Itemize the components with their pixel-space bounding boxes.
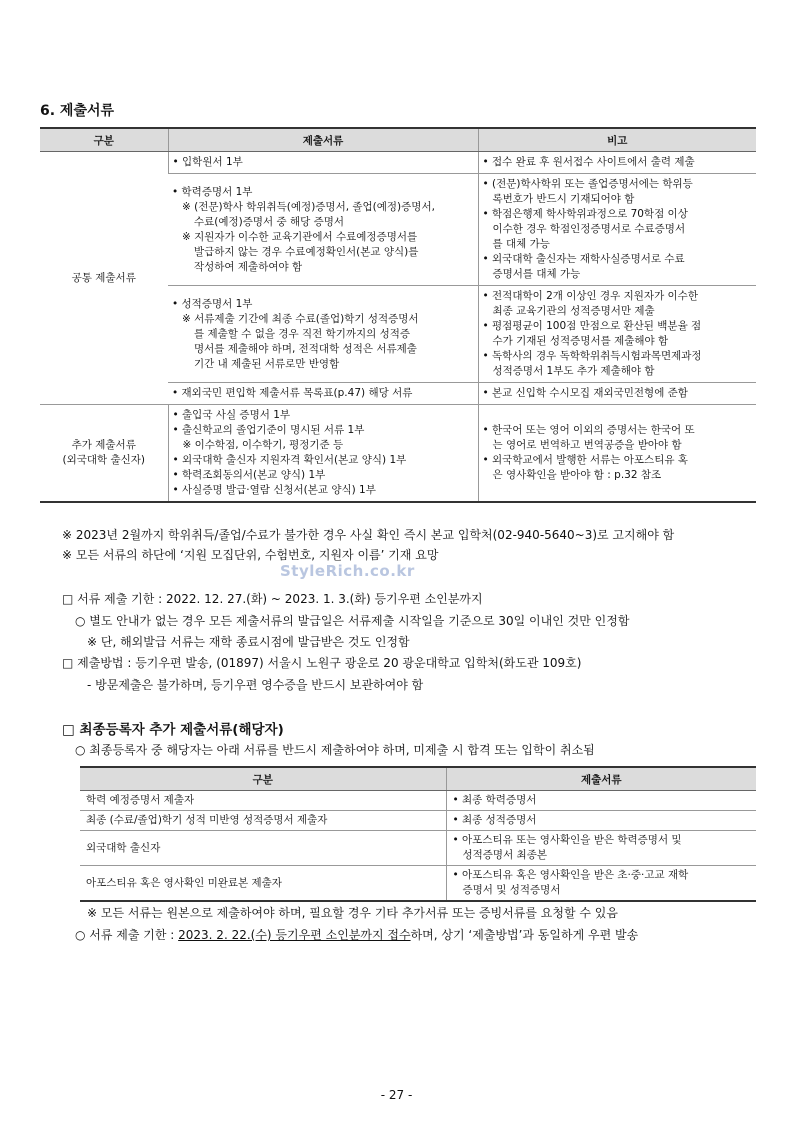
note-line: 를 대체 가능 xyxy=(492,238,550,250)
doc-line: ※ 서류제출 기간에 최종 수료(졸업)학기 성적증명서 xyxy=(182,312,419,325)
remarks-cell xyxy=(478,286,756,383)
section-title: 6. 제출서류 xyxy=(40,103,115,119)
note-line: • 전적대학이 2개 이상인 경우 지원자가 이수한 xyxy=(482,290,698,302)
doc-line: ※ 지원자가 이수한 교육기관에서 수료예정증명서를 xyxy=(182,230,418,243)
note-line: • 평점평균이 100점 만점으로 환산된 백분율 점 xyxy=(482,320,702,332)
docs-cell xyxy=(168,152,478,174)
category-cell: 학력 예정증명서 제출자 xyxy=(80,791,446,811)
doc-line: 작성하여 제출하여야 함 xyxy=(194,260,303,273)
page-number: - 27 - xyxy=(380,1088,413,1102)
watermark: StyleRich.co.kr xyxy=(280,562,415,580)
note-line: 이수한 경우 학점인정증명서로 수료증명서 xyxy=(492,223,686,235)
docs-cell xyxy=(446,866,756,902)
label-line: 추가 제출서류 xyxy=(71,439,136,451)
table-header-row xyxy=(80,767,756,791)
note-line: • 외국대학 출신자는 재학사실증명서로 수료 xyxy=(482,253,685,265)
doc-line: 성적증명서 최종본 xyxy=(462,849,547,861)
documents-table xyxy=(40,127,756,503)
final-intro: ○ 최종등록자 중 해당자는 아래 서류를 반드시 제출하여야 하며, 미제출 시 합격 또는 입학이 취소됨 xyxy=(75,743,595,757)
final-docs-table xyxy=(80,766,756,902)
docs-cell xyxy=(446,791,756,811)
docs-cell xyxy=(446,811,756,831)
table-row xyxy=(40,405,756,503)
table-header-row xyxy=(40,128,756,152)
doc-line: ※ 이수학점, 이수학기, 평정기준 등 xyxy=(182,439,344,451)
doc-line: 기간 내 제출된 서류로만 반영함 xyxy=(194,357,340,370)
note-line: • 외국학교에서 발행한 서류는 아포스티유 혹 xyxy=(482,454,688,466)
doc-line: 명서를 제출해야 하며, 전적대학 성적은 서류제출 xyxy=(194,342,417,355)
final-title: □ 최종등록자 추가 제출서류(해당자) xyxy=(62,722,284,738)
remarks-cell xyxy=(478,383,756,405)
note-line: 증명서를 대체 가능 xyxy=(492,268,581,280)
doc-line: • 재외국민 편입학 제출서류 목록표(p.47) 해당 서류 xyxy=(172,387,413,399)
category-cell: 외국대학 출신자 xyxy=(80,831,446,866)
note-line: • (전문)학사학위 또는 졸업증명서에는 학위등 xyxy=(482,178,693,190)
table-row xyxy=(80,811,756,831)
final-deadline-date: 2023. 2. 22.(수) 등기우편 소인분까지 접수 xyxy=(178,928,411,942)
category-cell: 최종 (수료/졸업)학기 성적 미반영 성적증명서 제출자 xyxy=(80,811,446,831)
final-deadline-suffix: 하며, 상기 ‘제출방법’과 동일하게 우편 발송 xyxy=(410,928,639,942)
note-line: • 학점은행제 학사학위과정으로 70학점 이상 xyxy=(482,208,688,220)
docs-cell xyxy=(168,174,478,286)
note-1: ※ 2023년 2월까지 학위취득/졸업/수료가 불가한 경우 사실 확인 즉시 본교 입학처(02-940-5640~3)로 고지해야 함 xyxy=(62,528,675,542)
remarks-cell xyxy=(478,152,756,174)
note-line: 최종 교육기관의 성적증명서만 제출 xyxy=(492,305,655,317)
docs-cell xyxy=(168,286,478,383)
note-line: 록번호가 반드시 기재되어야 함 xyxy=(492,193,635,205)
doc-line: • 아포스티유 혹은 영사확인을 받은 초·중·고교 재학 xyxy=(452,869,689,881)
doc-line: • 최종 학력증명서 xyxy=(452,794,537,806)
doc-line: • 성적증명서 1부 xyxy=(172,297,253,310)
note-line: 은 영사확인을 받아야 함 : p.32 참조 xyxy=(492,469,662,481)
category-cell: 아포스티유 혹은 영사확인 미완료본 제출자 xyxy=(80,866,446,902)
doc-line: 를 제출할 수 없을 경우 직전 학기까지의 성적증 xyxy=(194,327,411,340)
note-line: • 본교 신입학 수시모집 재외국민전형에 준함 xyxy=(482,387,688,399)
table-row xyxy=(40,152,756,174)
header-remarks: 비고 xyxy=(478,128,756,152)
doc-line: • 학력증명서 1부 xyxy=(172,185,253,198)
remarks-cell xyxy=(478,405,756,503)
note-line: • 한국어 또는 영어 이외의 증명서는 한국어 또 xyxy=(482,424,695,436)
note-line: • 독학사의 경우 독학학위취득시험과목면제과정 xyxy=(482,350,702,362)
header-category: 구분 xyxy=(80,767,446,791)
note-line: • 접수 완료 후 원서접수 사이트에서 출력 제출 xyxy=(482,156,695,168)
doc-line: ※ (전문)학사 학위취득(예정)증명서, 졸업(예정)증명서, xyxy=(182,200,435,213)
deadline-sub1: ○ 별도 안내가 없는 경우 모든 제출서류의 발급일은 서류제출 시작일을 기준으로 30일 이내인 것만 인정함 xyxy=(75,614,630,628)
deadline-title: □ 서류 제출 기한 : 2022. 12. 27.(화) ~ 2023. 1. 3.(화) 등기우편 소인분까지 xyxy=(62,592,483,606)
label-line: (외국대학 출신자) xyxy=(62,454,146,466)
doc-line: • 출입국 사실 증명서 1부 xyxy=(172,409,291,421)
final-deadline-prefix: ○ 서류 제출 기한 : xyxy=(75,928,179,942)
doc-line: • 아포스티유 또는 영사확인을 받은 학력증명서 및 xyxy=(452,834,682,846)
note-line: 수가 기재된 성적증명서를 제출해야 함 xyxy=(492,335,669,347)
note-line: 성적증명서 1부도 추가 제출해야 함 xyxy=(492,365,655,377)
doc-line: • 출신학교의 졸업기준이 명시된 서류 1부 xyxy=(172,424,365,436)
remarks-cell xyxy=(478,174,756,286)
doc-line: 수료(예정)증명서 중 해당 증명서 xyxy=(194,215,345,228)
doc-line: • 입학원서 1부 xyxy=(172,156,243,168)
docs-cell xyxy=(168,405,478,503)
doc-line: • 외국대학 출신자 지원자격 확인서(본교 양식) 1부 xyxy=(172,454,407,466)
docs-cell xyxy=(168,383,478,405)
method-sub1: - 방문제출은 불가하며, 등기우편 영수증을 반드시 보관하여야 함 xyxy=(87,678,424,692)
final-note: ※ 모든 서류는 원본으로 제출하여야 하며, 필요할 경우 기타 추가서류 또는 증빙서류를 요청할 수 있음 xyxy=(87,906,618,920)
method-title: □ 제출방법 : 등기우편 발송, (01897) 서울시 노원구 광운로 20 광운대학교 입학처(화도관 109호) xyxy=(62,656,582,670)
doc-line: • 학력조회동의서(본교 양식) 1부 xyxy=(172,469,326,481)
docs-cell xyxy=(446,831,756,866)
doc-line: 발급하지 않는 경우 수료예정확인서(본교 양식)를 xyxy=(194,245,419,258)
header-documents: 제출서류 xyxy=(446,767,756,791)
table-row xyxy=(80,866,756,902)
table-row xyxy=(80,831,756,866)
doc-line: • 최종 성적증명서 xyxy=(452,814,537,826)
doc-line: • 사실증명 발급·열람 신청서(본교 양식) 1부 xyxy=(172,484,376,496)
deadline-sub2: ※ 단, 해외발급 서류는 재학 종료시점에 발급받은 것도 인정함 xyxy=(87,635,410,649)
header-category: 구분 xyxy=(40,128,168,152)
table-row xyxy=(80,791,756,811)
header-documents: 제출서류 xyxy=(168,128,478,152)
note-line: 는 영어로 번역하고 번역공증을 받아야 함 xyxy=(492,439,682,451)
doc-line: 증명서 및 성적증명서 xyxy=(462,884,561,896)
note-2: ※ 모든 서류의 하단에 ‘지원 모집단위, 수험번호, 지원자 이름’ 기재 요망 xyxy=(62,548,439,562)
common-docs-label: 공통 제출서류 xyxy=(40,152,168,405)
final-deadline xyxy=(75,926,638,943)
additional-docs-label xyxy=(40,405,168,503)
